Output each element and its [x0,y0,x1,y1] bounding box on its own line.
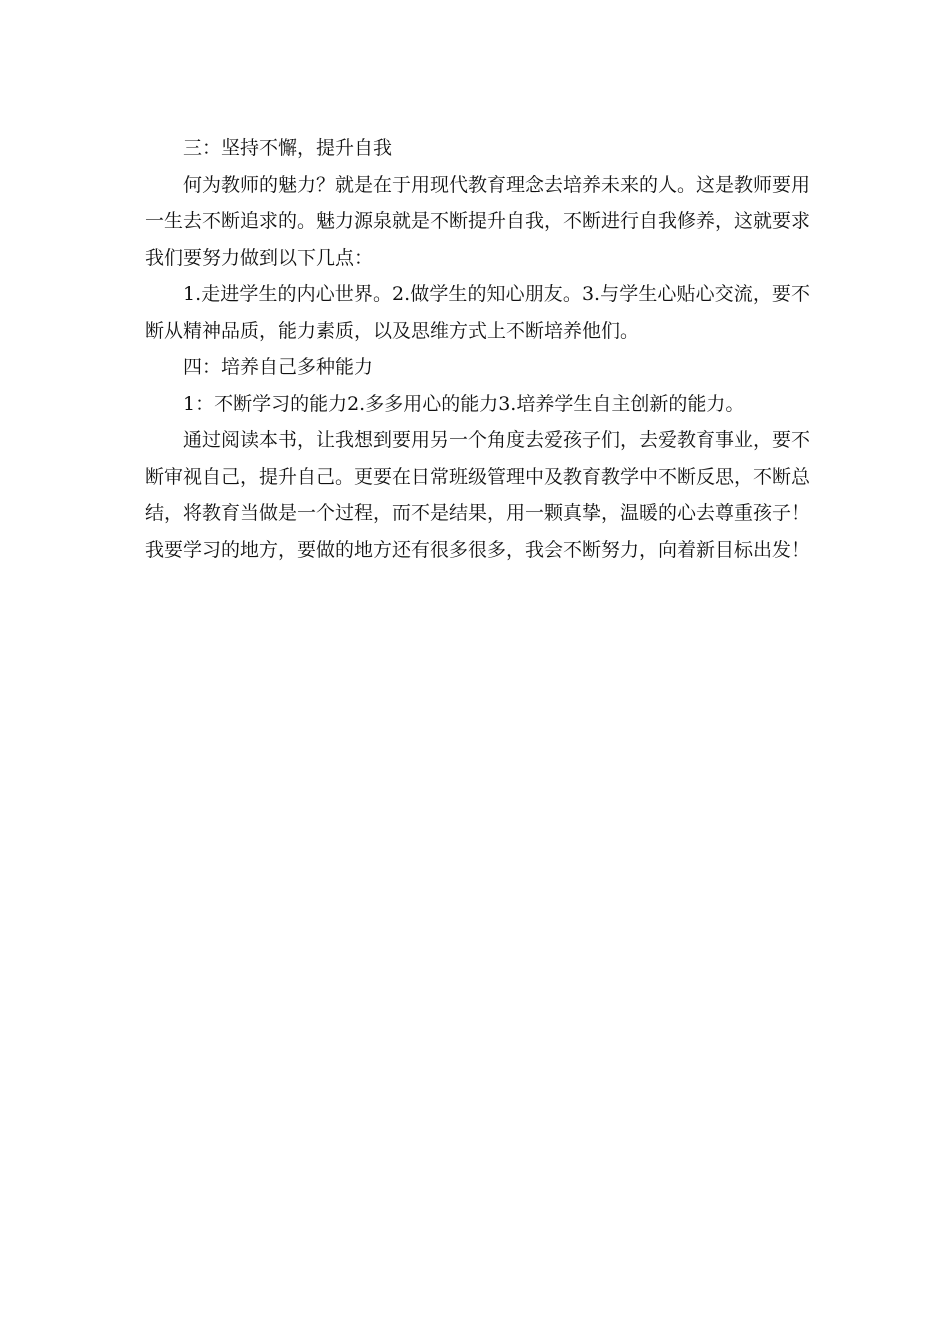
section-heading-4: 四：培养自己多种能力 [183,356,374,378]
paragraph-points-list: 1.走进学生的内心世界。2.做学生的知心朋友。3.与学生心贴心交流，要不断从精神品质，能力素质，以及思维方式上不断培养他们。 [145,283,810,342]
paragraph-conclusion: 通过阅读本书，让我想到要用另一个角度去爱孩子们，去爱教育事业，要不断审视自己，提升自己。更要在日常班级管理中及教育教学中不断反思，不断总结，将教育当做是一个过程，而不是结果，用一颗真挚，温暖的心去尊重孩子！我要学习的地方，要做的地方还有很多很多，我会不断努力，向着新目标出发！ [145,429,811,561]
document-body [145,130,810,568]
paragraph-abilities-list: 1：不断学习的能力2.多多用心的能力3.培养学生自主创新的能力。 [183,392,745,415]
paragraph-teacher-charm: 何为教师的魅力？就是在于用现代教育理念去培养未来的人。这是教师要用一生去不断追求的。魅力源泉就是不断提升自我，不断进行自我修养，这就要求我们要努力做到以下几点： [145,173,811,269]
section-heading-3: 三：坚持不懈，提升自我 [183,137,393,159]
